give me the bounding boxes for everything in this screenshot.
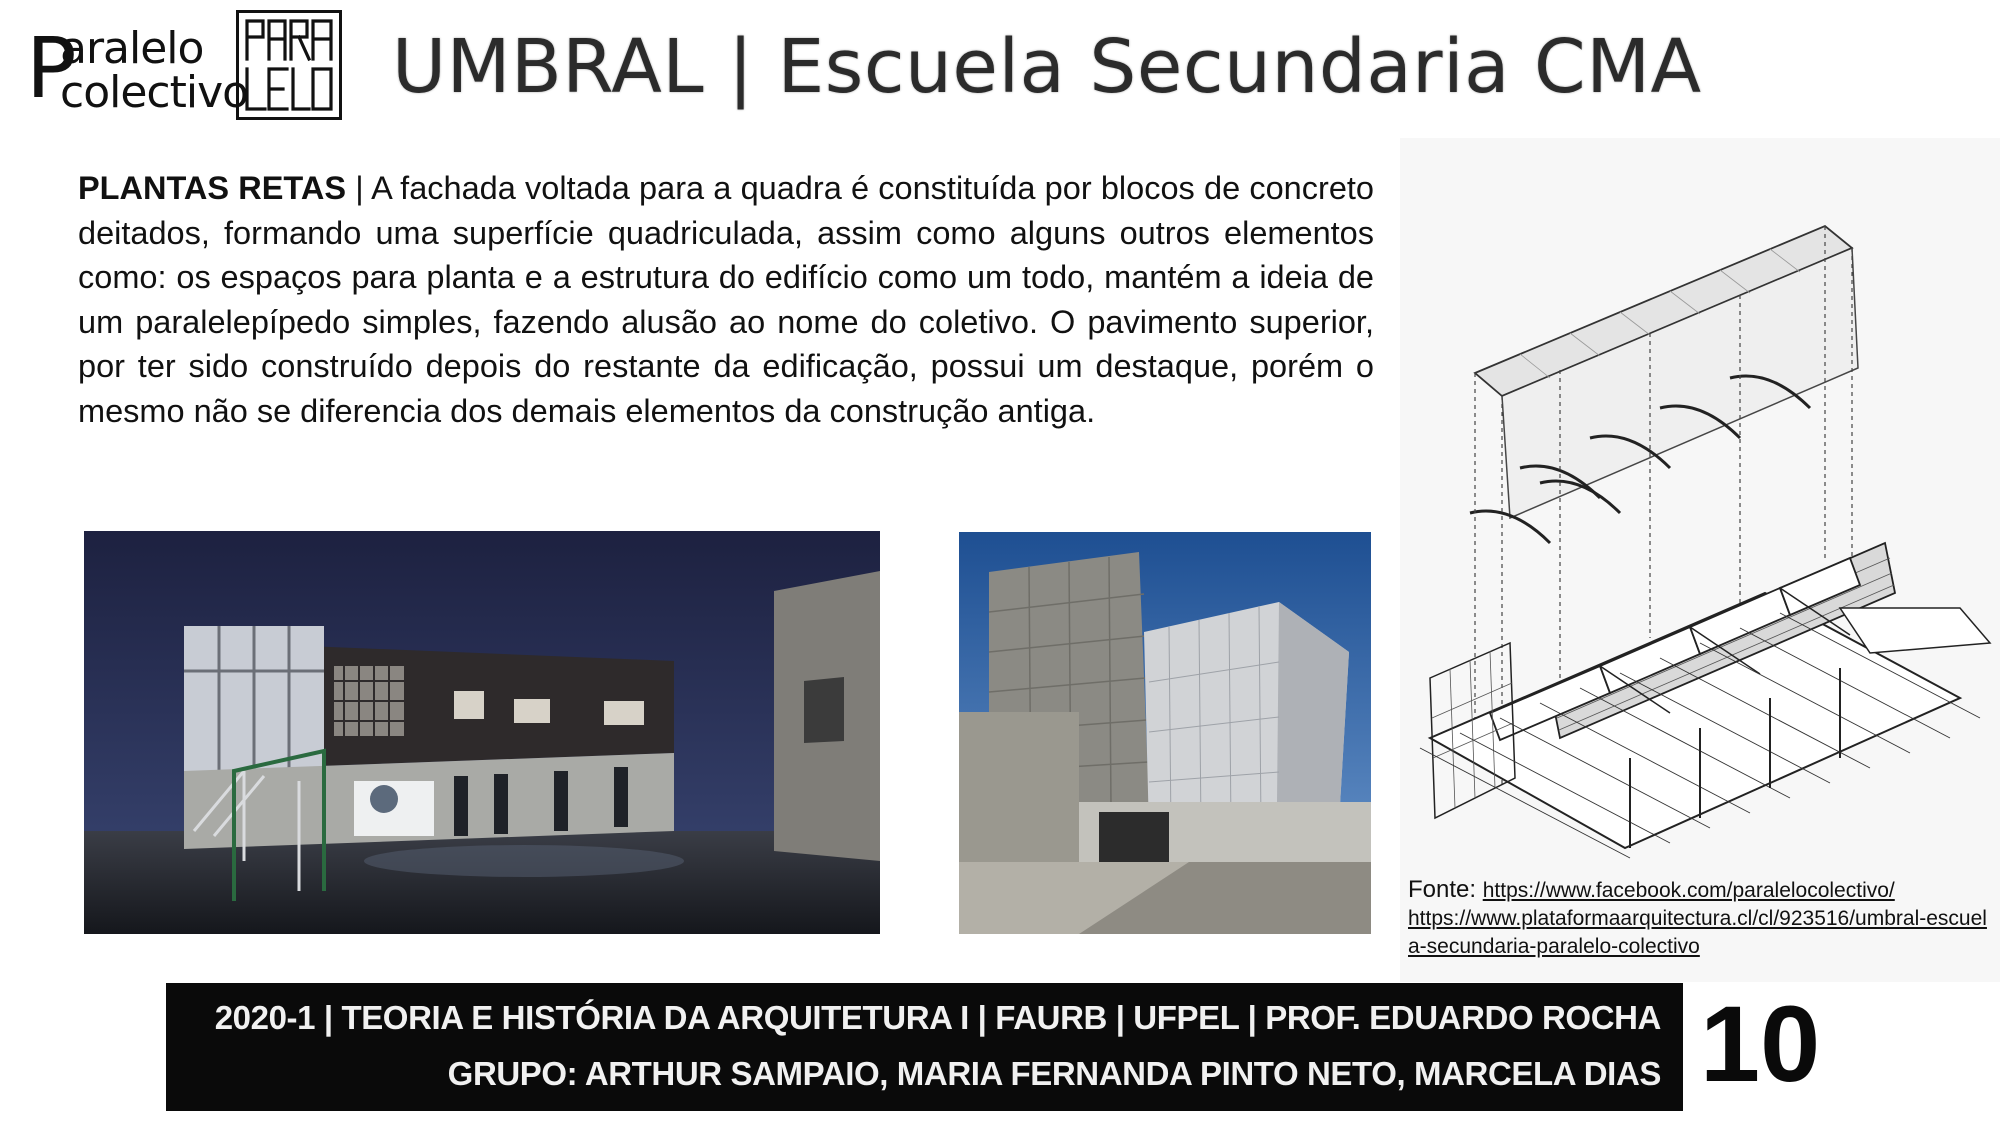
source-link-plataforma[interactable]: https://www.plataformaarquitectura.cl/cl/923516/umbral-escuela-secundaria-paralelo-colectivo <box>1408 907 1987 958</box>
photo-mesh-facade <box>959 532 1371 934</box>
logo-initial: P <box>26 19 77 117</box>
footer-group-line: GRUPO: ARTHUR SAMPAIO, MARIA FERNANDA PINTO NETO, MARCELA DIAS <box>447 1055 1661 1092</box>
source-label: Fonte: <box>1408 876 1483 903</box>
logo-word-colectivo: colectivo <box>60 67 249 118</box>
source-link-facebook[interactable]: https://www.facebook.com/paralelocolectivo/ <box>1482 879 1895 902</box>
description-text: | A fachada voltada para a quadra é constituída por blocos de concreto deitados, formando uma superfície quadriculada, assim como alguns outros elementos como: os espaços para planta e a estrutura do edifício como um todo, mantém a ideia de um paralelepípedo simples, fazendo alusão ao nome do coletivo. O pavimento superior, por ter sido construído depois do restante da edificação, possui um destaque, porém o mesmo não se diferencia dos demais elementos da construção antiga. <box>78 170 1375 429</box>
page-number: 10 <box>1700 983 1821 1104</box>
source-credits <box>1408 876 1998 961</box>
logo-word-paralelo: aralelo <box>60 23 204 74</box>
description-paragraph <box>78 166 1374 433</box>
footer-course-line: 2020-1 | TEORIA E HISTÓRIA DA ARQUITETURA I | FAURB | UFPEL | PROF. EDUARDO ROCHA <box>214 999 1661 1036</box>
photo-night-facade <box>84 531 880 934</box>
para-lelo-logo-icon <box>236 10 342 120</box>
page-title: UMBRAL | Escuela Secundaria CMA <box>392 24 1702 110</box>
axonometric-drawing <box>1400 138 2000 982</box>
footer-bar <box>166 983 1683 1111</box>
paralelo-logo-wordmark <box>26 19 249 118</box>
section-lead: PLANTAS RETAS <box>78 170 347 206</box>
